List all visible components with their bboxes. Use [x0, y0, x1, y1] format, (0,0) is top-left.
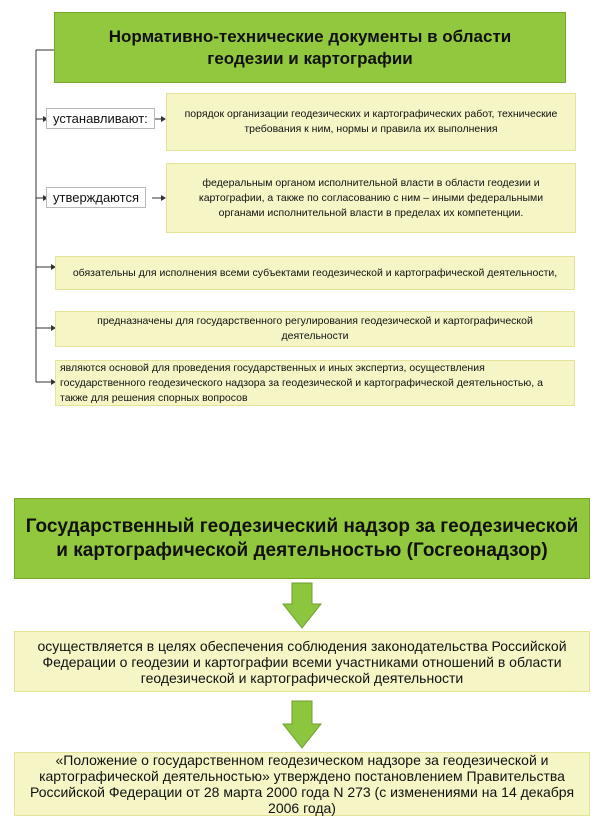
- item-basis-text: являются основой для проведения государственных и иных экспертиз, осуществления государственного геодезического надзора за геодезической и картографической деятельностью, а также для решения спорных вопросов: [55, 360, 575, 406]
- down-arrow-1: [281, 582, 323, 630]
- item-mandatory-text: обязательны для исполнения всеми субъектами геодезической и картографической деятельности,: [55, 256, 575, 290]
- section1-title: Нормативно-технические документы в области геодезии и картографии: [54, 12, 566, 83]
- item-approved-text: федеральным органом исполнительной власти в области геодезии и картографии, а также по согласованию с ним – иными федеральными органами исполнительной власти в пределах их компетенции.: [166, 163, 576, 233]
- down-arrow-2: [281, 700, 323, 750]
- supervision-regulation: «Положение о государственном геодезическом надзоре за геодезической и картографической деятельностью» утверждено постановлением Правительства Российской Федерации от 28 марта 2000 года N 273 (с изменениями на 14 декабря 2006 года): [14, 752, 590, 816]
- section2-title: Государственный геодезический надзор за геодезической и картографической деятельностью (Госгеонадзор): [14, 498, 590, 579]
- label-establish: устанавливают:: [46, 108, 155, 129]
- item-establish-text: порядок организации геодезических и картографических работ, технические требования к ним, нормы и правила их выполнения: [166, 93, 576, 151]
- item-regulation-text: предназначены для государственного регулирования геодезической и картографической деятельности: [55, 311, 575, 347]
- supervision-purpose: осуществляется в целях обеспечения соблюдения законодательства Российской Федерации о геодезии и картографии всеми участниками отношений в области геодезической и картографической деятельности: [14, 631, 590, 692]
- label-approved: утверждаются: [46, 187, 146, 208]
